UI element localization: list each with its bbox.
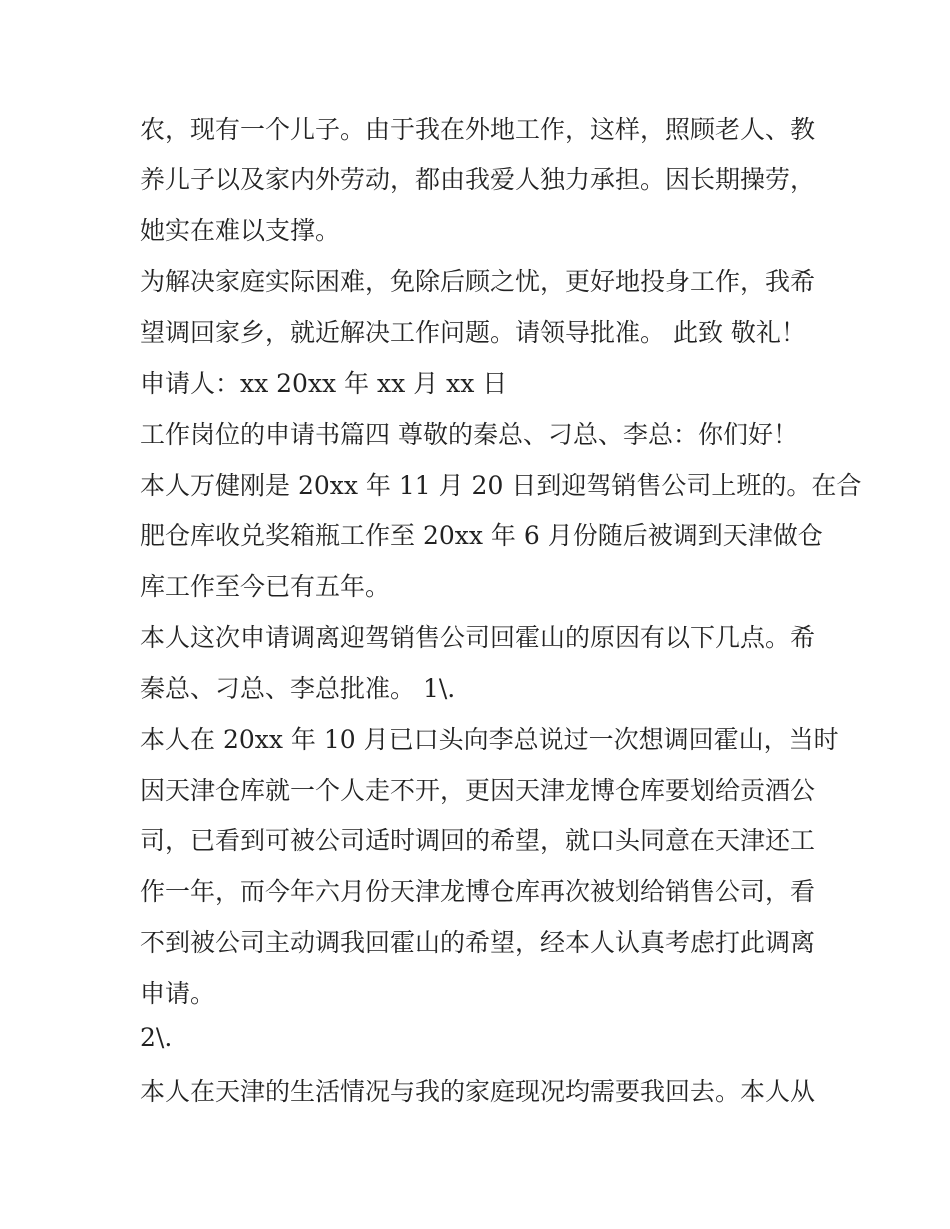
text-line: 肥仓库收兑奖箱瓶工作至 20xx 年 6 月份随后被调到天津做仓 [140,521,823,550]
text-line: 因天津仓库就一个人走不开，更因天津龙博仓库要划给贡酒公 [140,776,816,805]
text-line: 本人在天津的生活情况与我的家庭现况均需要我回去。本人从 [140,1077,816,1106]
text-line: 为解决家庭实际困难，免除后顾之忧，更好地投身工作，我希 [140,267,816,296]
text-line: 望调回家乡，就近解决工作问题。请领导批准。 此致 敬礼！ [140,318,806,347]
text-line: 作一年，而今年六月份天津龙博仓库再次被划给销售公司，看 [140,877,816,906]
text-line: 申请人：xx 20xx 年 xx 月 xx 日 [140,369,508,398]
text-line: 司，已看到可被公司适时调回的希望，就口头同意在天津还工 [140,826,816,855]
text-line: 本人万健刚是 20xx 年 11 月 20 日到迎驾销售公司上班的。在合 [140,471,862,500]
text-line: 申请。 [140,979,216,1008]
text-line: 秦总、刁总、李总批准。 1\. [140,674,456,703]
text-line: 不到被公司主动调我回霍山的希望，经本人认真考虑打此调离 [140,928,816,957]
text-line: 本人这次申请调离迎驾销售公司回霍山的原因有以下几点。希 [140,623,816,652]
text-line: 库工作至今已有五年。 [140,572,391,601]
text-line: 养儿子以及家内外劳动，都由我爱人独力承担。因长期操劳， [140,165,816,194]
text-line: 工作岗位的申请书篇四 尊敬的秦总、刁总、李总：你们好！ [140,420,798,449]
text-line: 本人在 20xx 年 10 月已口头向李总说过一次想调回霍山，当时 [140,725,839,754]
text-line: 农，现有一个儿子。由于我在外地工作，这样，照顾老人、教 [140,115,816,144]
text-line: 她实在难以支撑。 [140,216,341,245]
text-line: 2\. [140,1023,173,1052]
